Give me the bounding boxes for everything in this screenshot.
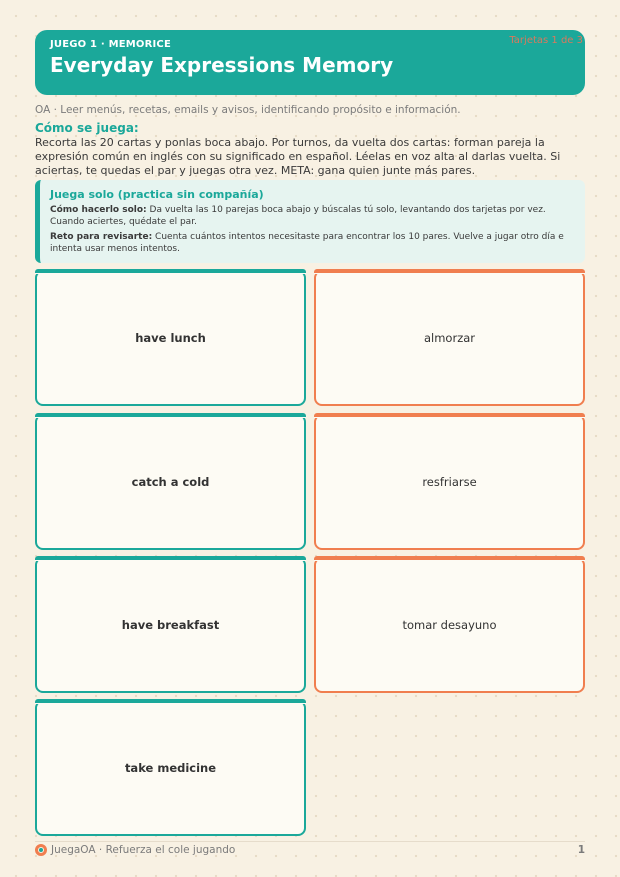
card-text: resfriarse [422,475,477,489]
learning-objective: OA · Leer menús, recetas, emails y avisos, identificando propósito e información. [35,104,461,116]
card-top-bar [35,699,306,703]
card-spanish[interactable] [314,414,585,550]
card-english[interactable] [35,557,306,693]
game-header [35,30,585,95]
card-spanish[interactable] [314,557,585,693]
game-kicker: JUEGO 1 · MEMORICE [50,39,172,50]
page-number: 1 [577,844,585,856]
how-to-play-title: Cómo se juega: [35,121,139,135]
card-english[interactable] [35,270,306,406]
solo-how-text: Da vuelta las 10 parejas boca abajo y búscalas tú solo, levantando dos tarjetas por vez. Cuando aciertes, quédate el par. [50,205,546,227]
solo-challenge-line [50,232,575,255]
solo-challenge-label: Reto para revisarte: [50,232,153,242]
card-text: tomar desayuno [402,618,497,632]
footer-brand: JuegaOA · Refuerza el cole jugando [51,844,236,856]
solo-play-box [35,180,585,263]
brand-logo-icon [35,844,47,856]
card-text: have lunch [135,331,206,345]
card-text: almorzar [423,331,476,345]
solo-play-title: Juega solo (practica sin compañía) [50,188,264,201]
card-top-bar [35,556,306,560]
card-english[interactable] [35,700,306,836]
card-spanish[interactable] [314,270,585,406]
card-text: catch a cold [131,475,210,489]
how-to-play-text: Recorta las 20 cartas y ponlas boca abajo. Por turnos, da vuelta dos cartas: forman pareja la expresión común en inglés con su significado en español. Léelas en voz alta al darlas vuelta. Si aciertas, te quedas el par y juegas otra vez. META: gana quien junte más pares. [35,136,561,177]
footer-divider [35,841,585,842]
card-top-bar [35,413,306,417]
card-top-bar [314,556,585,560]
card-text: take medicine [124,761,217,775]
solo-how-label: Cómo hacerlo solo: [50,205,147,215]
card-top-bar [35,269,306,273]
card-top-bar [314,269,585,273]
cards-set-tag: Tarjetas 1 de 3 [509,35,583,46]
solo-how-line [50,205,575,228]
card-text: have breakfast [121,618,220,632]
game-title: Everyday Expressions Memory [50,53,394,77]
card-english[interactable] [35,414,306,550]
card-top-bar [314,413,585,417]
solo-challenge-text: Cuenta cuántos intentos necesitaste para encontrar los 10 pares. Vuelve a jugar otro día e intenta usar menos intentos. [50,232,564,254]
